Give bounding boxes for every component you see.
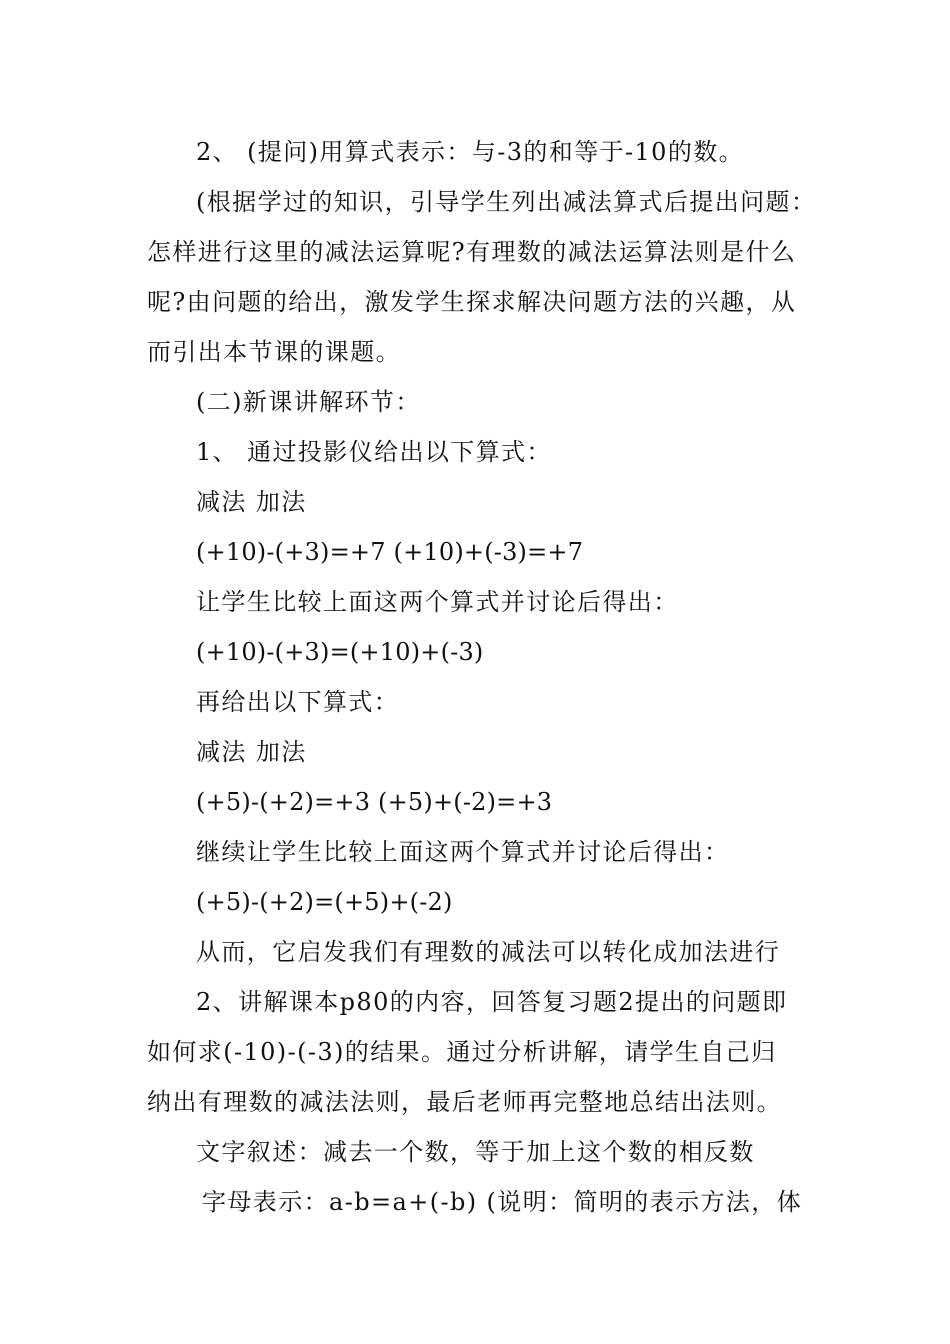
- text-line-guidance-cont-1: 怎样进行这里的减法运算呢?有理数的减法运算法则是什么: [147, 238, 797, 266]
- formula-line-4: (+5)-(+2)=(+5)+(-2): [196, 888, 453, 916]
- formula-line-3: (+5)-(+2)=+3 (+5)+(-2)=+3: [196, 788, 553, 816]
- text-line-step-2: 2、讲解课本p80的内容，回答复习题2提出的问题即: [196, 988, 788, 1016]
- text-line-step-1: 1、 通过投影仪给出以下算式：: [196, 438, 552, 466]
- text-line-guidance-cont-3: 而引出本节课的课题。: [147, 338, 401, 366]
- text-line-rule-letters: 字母表示：a-b=a+(-b) (说明：简明的表示方法，体: [202, 1188, 803, 1216]
- text-line-labels-2: 减法 加法: [196, 738, 307, 766]
- formula-line-1: (+10)-(+3)=+7 (+10)+(-3)=+7: [196, 538, 584, 566]
- text-line-step-2-cont-2: 纳出有理数的减法法则，最后老师再完整地总结出法则。: [147, 1088, 782, 1116]
- text-line-rule-words: 文字叙述：减去一个数，等于加上这个数的相反数: [196, 1138, 755, 1166]
- section-heading-new-lesson: (二)新课讲解环节：: [196, 388, 421, 416]
- formula-line-2: (+10)-(+3)=(+10)+(-3): [196, 638, 484, 666]
- text-line-labels-1: 减法 加法: [196, 488, 307, 516]
- text-line-step-2-cont-1: 如何求(-10)-(-3)的结果。通过分析讲解，请学生自己归: [147, 1038, 777, 1066]
- text-line-question-2: 2、 (提问)用算式表示：与-3的和等于-10的数。: [196, 138, 745, 166]
- text-line-compare-1: 让学生比较上面这两个算式并讨论后得出：: [196, 588, 679, 616]
- text-line-compare-2: 继续让学生比较上面这两个算式并讨论后得出：: [196, 838, 730, 866]
- text-line-guidance: (根据学过的知识，引导学生列出减法算式后提出问题：: [196, 188, 817, 216]
- text-line-guidance-cont-2: 呢?由问题的给出，激发学生探求解决问题方法的兴趣，从: [147, 288, 797, 316]
- text-line-more-formulas: 再给出以下算式：: [196, 688, 400, 716]
- text-line-conclusion: 从而，它启发我们有理数的减法可以转化成加法进行: [196, 938, 781, 966]
